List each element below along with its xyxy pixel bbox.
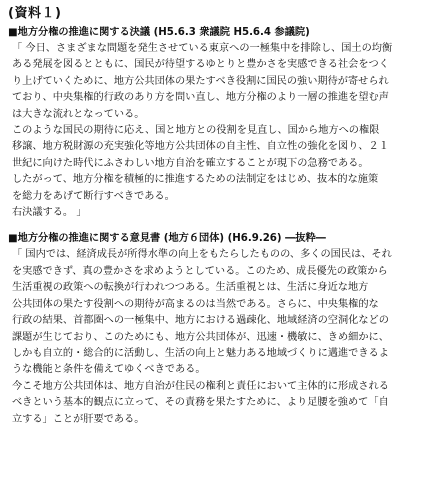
opinion-line: 行政の結果、首都圏への一極集中、地方における過疎化、地域経済の空洞化などの — [12, 315, 389, 327]
resolution-line: ある発展を図るとともに、国民が待望するゆとりと豊かさを実感できる社会をつく — [12, 59, 389, 71]
opinion-section — [8, 232, 424, 427]
resolution-section — [8, 26, 424, 221]
document-label: (資料１) — [8, 6, 62, 21]
opinion-line: を実感できず、真の豊かさを求めようとしている。このため、成長優先の政策から — [12, 265, 388, 277]
opinion-line: 課題が生じており、このためにも、地方公共団体が、迅速・機敏に、きめ細かに、 — [12, 331, 389, 343]
resolution-line: 移譲、地方税財源の充実強化等地方公共団体の自主性、自立性の強化を図り、２１ — [12, 141, 389, 153]
opinion-line: 生活重視の政策への転換が行われつつある。生活重視とは、生活に身近な地方 — [12, 282, 369, 294]
resolution-line: を総力をあげて断行すべきである。 — [12, 190, 175, 202]
resolution-line: したがって、地方分権を積極的に推進するための法制定をはじめ、抜本的な施策 — [12, 174, 379, 186]
resolution-title: ■地方分権の推進に関する決議 (H5.6.3 衆議院 H5.6.4 参議院) — [8, 27, 310, 38]
resolution-line: は大きな流れとなっている。 — [12, 108, 145, 120]
resolution-line: 右決議する。 」 — [12, 207, 87, 219]
resolution-line: このような国民の期待に応え、国と地方との役割を見直し、国から地方への権限 — [12, 125, 380, 137]
opinion-line: べきという基本的観点に立って、その責務を果たすために、より足腰を強めて「自 — [12, 397, 389, 409]
resolution-line: ており、中央集権的行政のあり方を問い直し、地方分権のより一層の推進を望む声 — [12, 92, 389, 104]
opinion-line: しかも自立的・総合的に活動し、生活の向上と魅力ある地域づくりに邁進できるよ — [12, 347, 389, 359]
opinion-title: ■地方分権の推進に関する意見書 (地方６団体) (H6.9.26) ―抜粋― — [8, 233, 326, 245]
resolution-line: り上げていくために、地方公共団体の果たすべき役割に国民の強い期待が寄せられ — [12, 75, 389, 87]
opinion-line: うな機能と条件を備えてゆくべきである。 — [12, 364, 206, 376]
resolution-line: 世紀に向けた時代にふさわしい地方自治を確立することが現下の急務である。 — [12, 157, 369, 169]
opinion-line: 今こそ地方公共団体は、地方自治が住民の権利と責任において主体的に形成される — [12, 380, 389, 392]
resolution-line: 「 今日、さまざまな問題を発生させている東京への一極集中を排除し、国土の均衡 — [12, 43, 393, 54]
opinion-line: 「 国内では、経済成長が所得水準の向上をもたらしたものの、多くの国民は、それ — [12, 249, 392, 261]
section-spacer — [8, 221, 424, 232]
opinion-line: 公共団体の果たす役割への期待が高まるのは当然である。さらに、中央集権的な — [12, 298, 379, 310]
opinion-line: 立する」ことが肝要である。 — [12, 413, 145, 425]
